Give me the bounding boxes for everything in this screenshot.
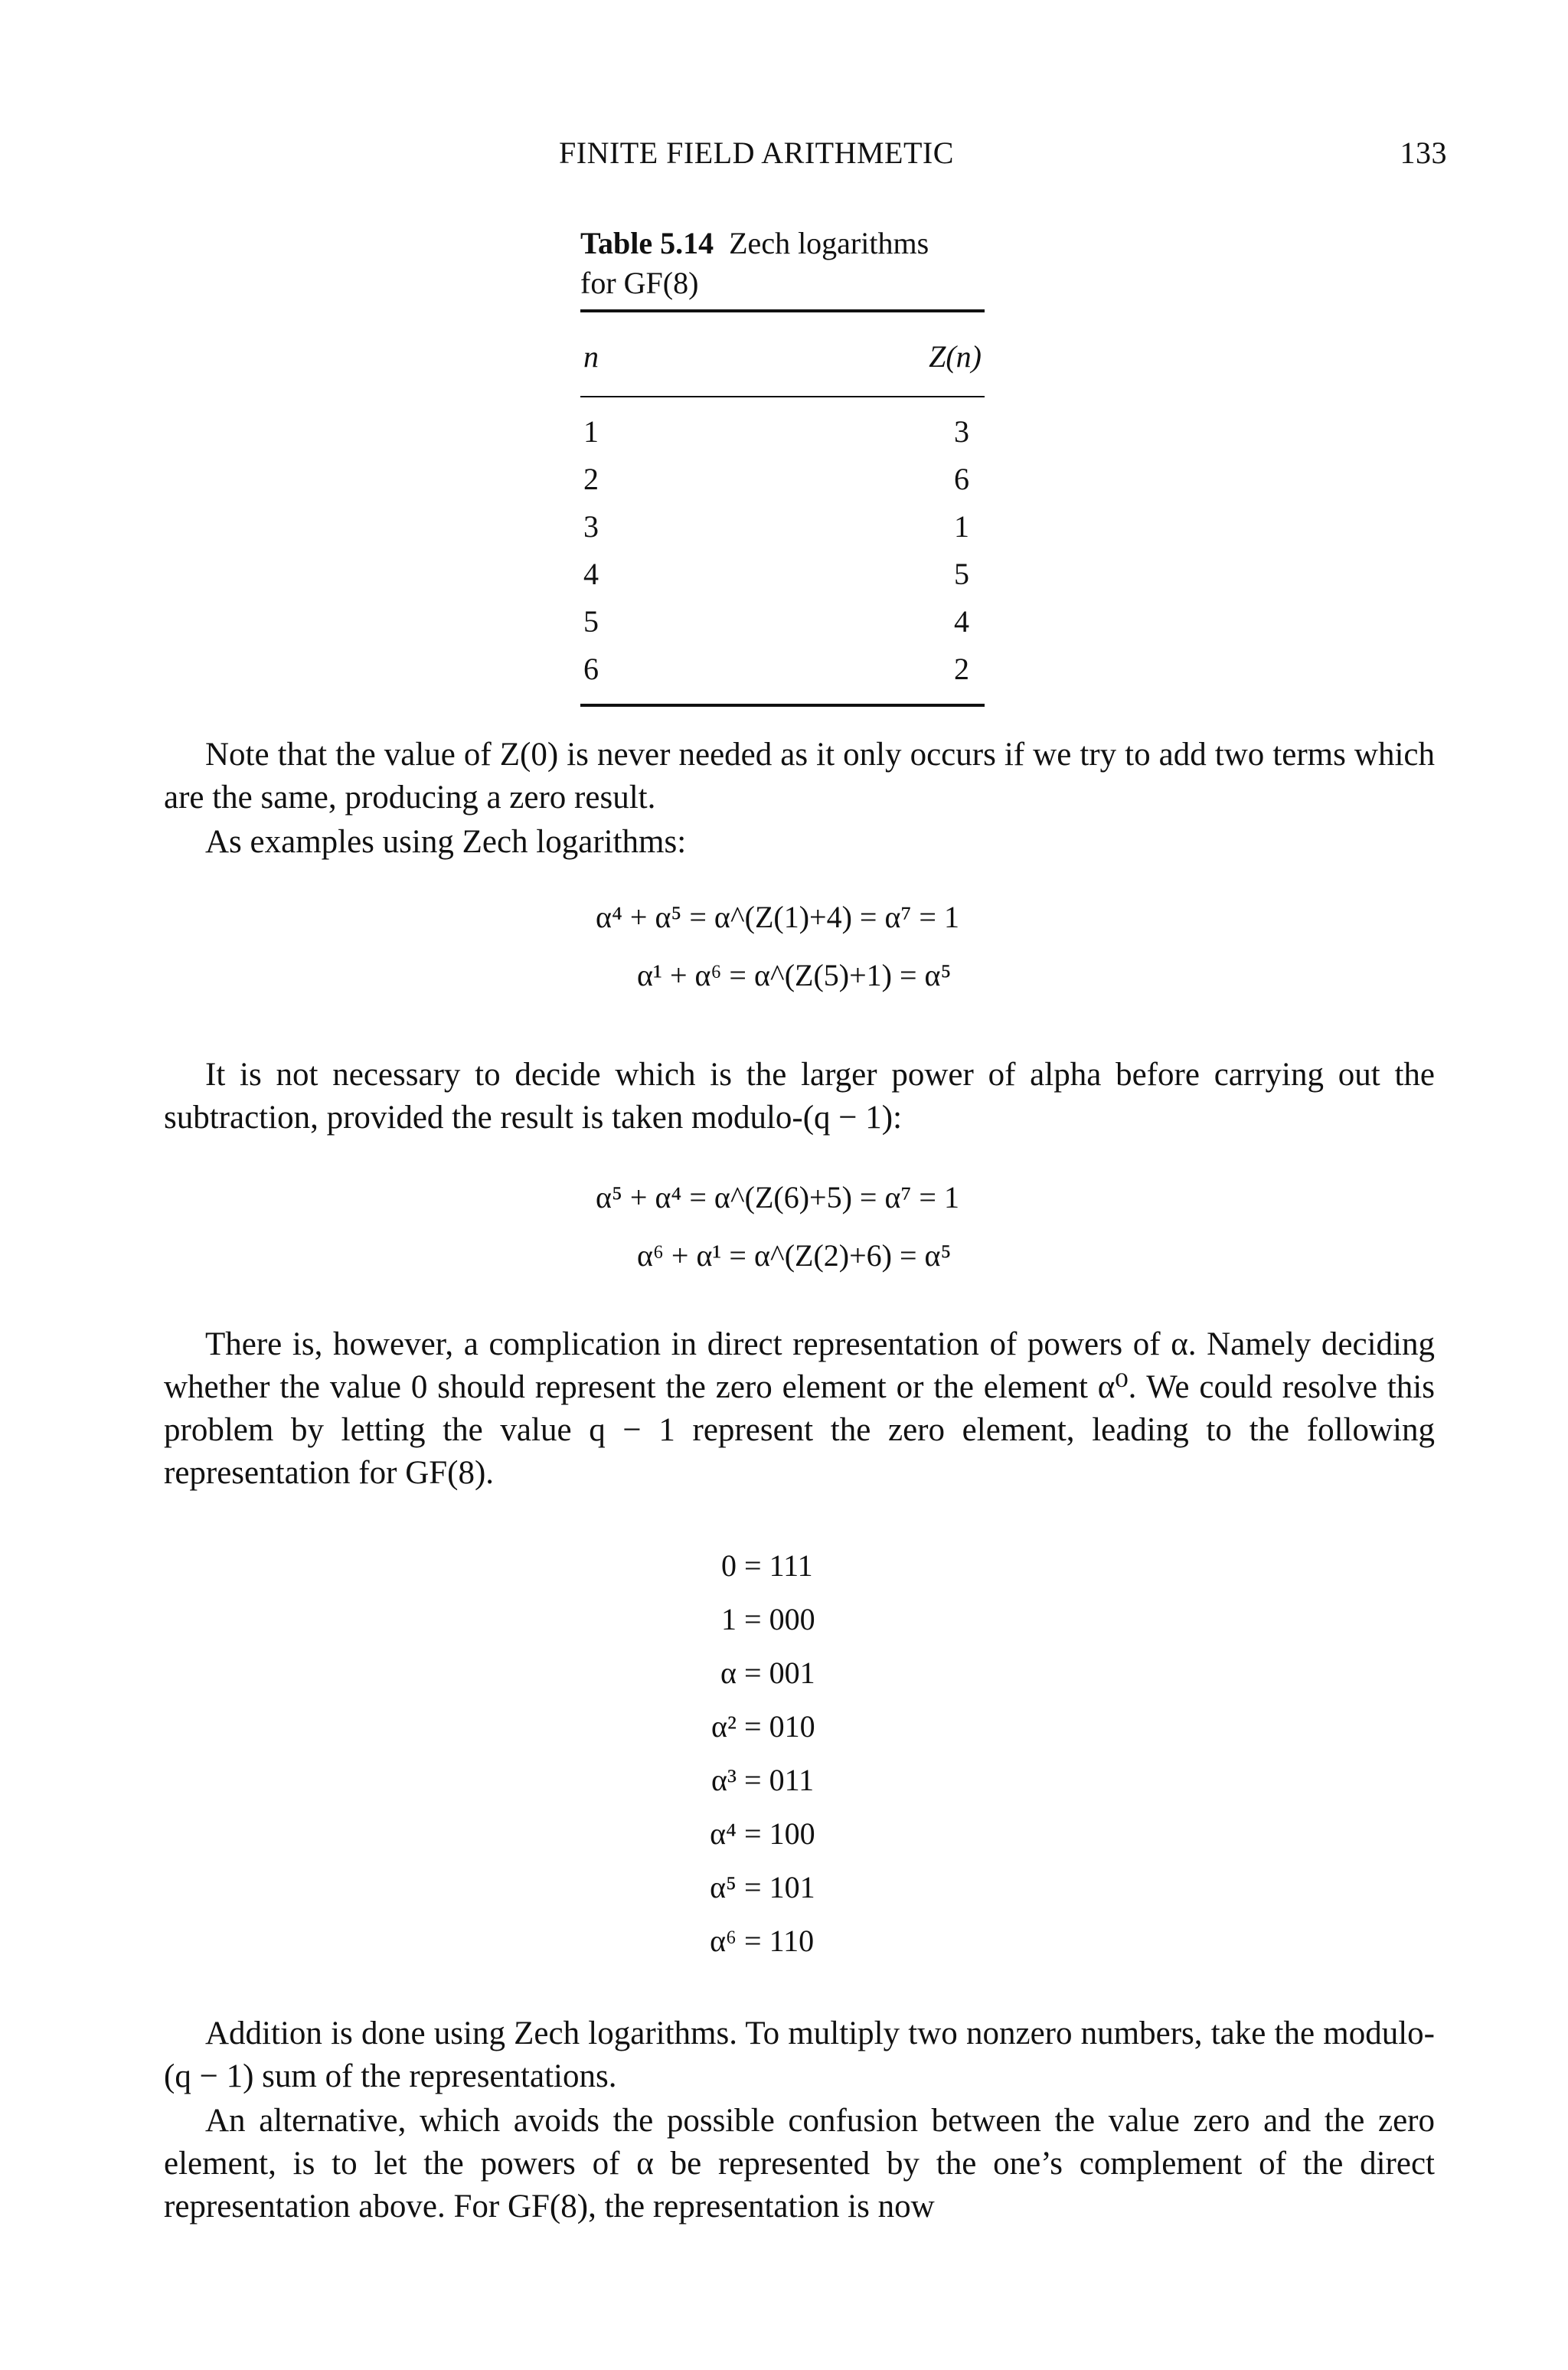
table-row: [580, 503, 985, 551]
table-caption-line1: Zech logarithms: [729, 226, 929, 260]
rep-rhs-value: 001: [769, 1656, 815, 1690]
rep-rhs-value: 100: [769, 1816, 815, 1851]
list-item: [643, 1646, 842, 1700]
equation-4: α⁶ + α¹ = α^(Z(2)+6) = α⁵: [637, 1238, 952, 1273]
cell-z: 1: [954, 509, 969, 544]
list-item: [643, 1754, 842, 1807]
rep-rhs-value: 010: [769, 1709, 815, 1744]
paragraph-complication: [164, 1323, 1435, 1495]
cell-z: 4: [954, 604, 969, 639]
cell-n: 3: [583, 509, 599, 544]
cell-n: 6: [583, 652, 599, 686]
rep-rhs: = 110: [744, 1924, 815, 1958]
col-n-header: n: [583, 339, 599, 374]
equation-1: α⁴ + α⁵ = α^(Z(1)+4) = α⁷ = 1: [596, 900, 959, 934]
table-row: [580, 456, 985, 503]
list-item: [643, 1539, 842, 1593]
paragraph-note-text: Note that the value of Z(0) is never needed as it only occurs if we try to add two terms which are the same, producing a zero result.: [164, 737, 1435, 816]
running-header: [559, 135, 1447, 171]
paragraph-addition-text: Addition is done using Zech logarithms. To multiply two nonzero numbers, take the modulo-(q − 1) sum of the representations.: [164, 2015, 1435, 2094]
table-body: [580, 397, 985, 704]
rep-rhs: = 111: [744, 1548, 813, 1583]
cell-z: 2: [954, 652, 969, 686]
gf8-representation: [643, 1539, 842, 1968]
col-zn-header: Z(n): [929, 339, 982, 374]
rep-lhs: α: [720, 1656, 737, 1690]
table-row: [580, 646, 985, 693]
cell-n: 1: [583, 414, 599, 449]
rep-rhs: = 100: [744, 1816, 815, 1851]
paragraph-examples: [164, 821, 1435, 864]
cell-n: 4: [583, 557, 599, 591]
cell-z: 6: [954, 462, 969, 496]
table-header-row: [580, 312, 985, 396]
list-item: [643, 1593, 842, 1646]
paragraph-alternative-text: An alternative, which avoids the possible confusion between the value zero and the zero element, is to let the powers of α be represented by the one’s complement of the direct representation above. For GF(8), the representation is now: [164, 2103, 1435, 2225]
rep-rhs-value: 011: [769, 1763, 815, 1797]
header-title: FINITE FIELD ARITHMETIC: [559, 136, 954, 170]
paragraph-addition: [164, 2012, 1435, 2098]
rep-lhs: 0: [721, 1548, 737, 1583]
paragraph-subtraction: [164, 1054, 1435, 1139]
cell-n: 5: [583, 604, 599, 639]
rep-rhs: = 010: [744, 1709, 815, 1744]
rep-lhs: α²: [711, 1709, 737, 1744]
rep-rhs-value: 110: [769, 1924, 815, 1958]
paragraph-complication-text: There is, however, a complication in direct representation of powers of α. Namely deciding whether the value 0 should represent the zero element or the element α⁰. We could resolve this problem by letting the value q − 1 represent the zero element, leading to the following representation for GF(8).: [164, 1326, 1435, 1491]
rep-rhs-value: 111: [769, 1548, 813, 1583]
zech-table: [580, 309, 985, 707]
table-caption: [580, 224, 929, 303]
rep-lhs: α⁵: [710, 1870, 737, 1904]
paragraph-note: [164, 734, 1435, 819]
cell-z: 3: [954, 414, 969, 449]
table-row: [580, 598, 985, 646]
table-bottom-rule: [580, 704, 985, 707]
rep-rhs: = 001: [744, 1656, 815, 1690]
paragraph-subtraction-text: It is not necessary to decide which is the larger power of alpha before carrying out the subtraction, provided the result is taken modulo-(q − 1):: [164, 1057, 1435, 1136]
rep-rhs: = 000: [744, 1602, 815, 1636]
paragraph-alternative: [164, 2100, 1435, 2228]
list-item: [643, 1807, 842, 1861]
rep-rhs: = 011: [744, 1763, 815, 1797]
list-item: [643, 1861, 842, 1914]
rep-lhs: α³: [711, 1763, 737, 1797]
rep-rhs: = 101: [744, 1870, 815, 1904]
table-label: Table 5.14: [580, 226, 714, 260]
rep-rhs-value: 101: [769, 1870, 815, 1904]
rep-lhs: 1: [721, 1602, 737, 1636]
page-number: 133: [1400, 136, 1447, 170]
rep-lhs: α⁴: [710, 1816, 737, 1851]
rep-rhs-value: 000: [769, 1602, 815, 1636]
list-item: [643, 1914, 842, 1968]
equation-2: α¹ + α⁶ = α^(Z(5)+1) = α⁵: [637, 958, 952, 992]
list-item: [643, 1700, 842, 1754]
rep-lhs: α⁶: [710, 1924, 737, 1958]
equation-3: α⁵ + α⁴ = α^(Z(6)+5) = α⁷ = 1: [596, 1180, 959, 1214]
cell-z: 5: [954, 557, 969, 591]
table-caption-line2: for GF(8): [580, 266, 699, 300]
table-row: [580, 408, 985, 456]
paragraph-examples-text: As examples using Zech logarithms:: [205, 824, 687, 860]
cell-n: 2: [583, 462, 599, 496]
table-row: [580, 551, 985, 598]
